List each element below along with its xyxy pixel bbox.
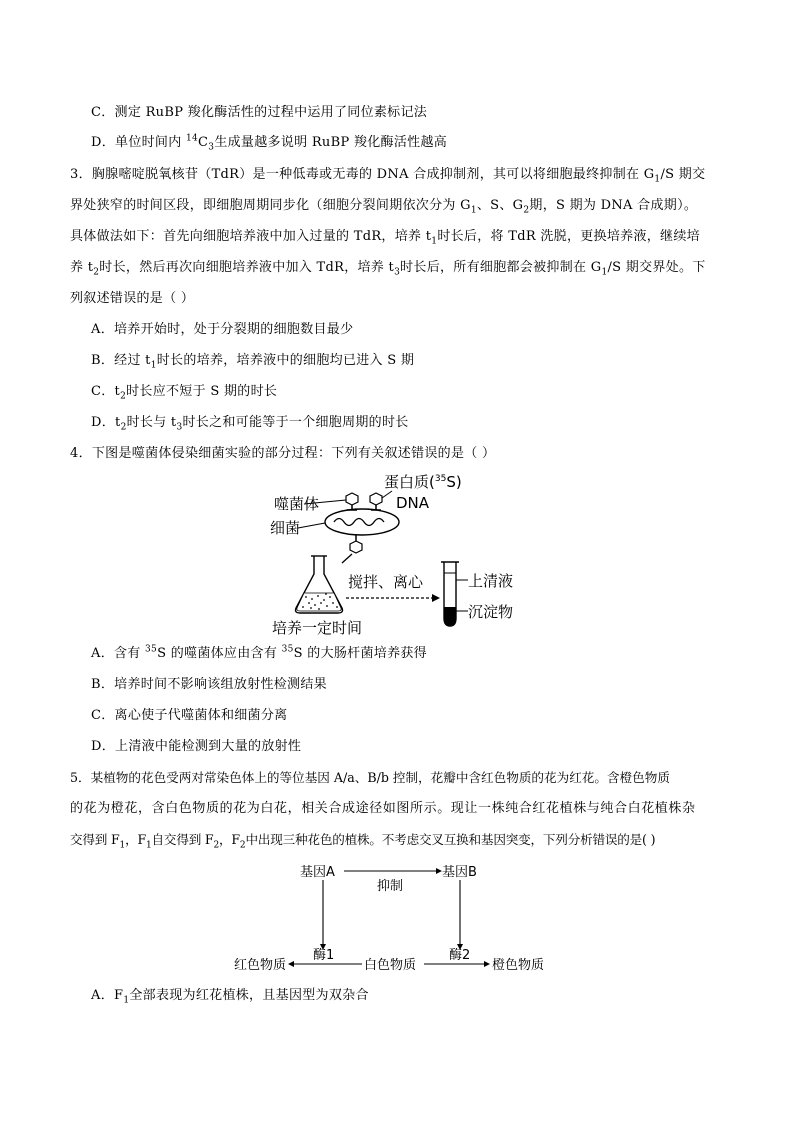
option-text: B．经过 t — [91, 353, 151, 368]
subscript: 1 — [601, 267, 608, 278]
q3-stem-line1 — [70, 165, 705, 185]
q4-option-a — [91, 644, 427, 664]
stem-text: /S 期交 — [660, 167, 706, 182]
subscript: 3 — [176, 422, 183, 433]
gene-a-label: 基因A — [300, 865, 335, 880]
red-substance-label: 红色物质 — [234, 958, 287, 973]
test-tube — [441, 562, 459, 626]
stem-text: 时长后，所有细胞都会被抑制在 G — [400, 260, 602, 275]
stem-text: 3．胸腺嘧啶脱氧核苷（TdR）是一种低毒或无毒的 DNA 合成抑制剂，其可以将细胞最终抑制在 G — [70, 167, 655, 182]
q2-option-c — [91, 103, 427, 123]
stem-text: 期，S 期为 DNA 合成期）。 — [529, 198, 698, 213]
option-text: B．培养时间不影响该组放射性检测结果 — [91, 677, 327, 692]
stem-text: 列叙述错误的是（ ） — [70, 291, 195, 306]
q5-option-a — [91, 986, 369, 1006]
q2-option-d — [91, 133, 447, 153]
q3-option-c — [91, 382, 277, 402]
q3-option-b — [91, 351, 414, 371]
q5-stem-line2 — [70, 799, 696, 819]
option-text: 时长应不短于 S 期的时长 — [126, 384, 278, 399]
subscript: 1 — [123, 995, 130, 1006]
q3-option-a — [91, 320, 353, 340]
bacterium-cell — [325, 509, 399, 535]
gene-b-label: 基因B — [442, 865, 477, 880]
phage-right — [370, 493, 382, 510]
option-text: 时长的培养，培养液中的细胞均已进入 S 期 — [156, 353, 415, 368]
option-text: A．F — [91, 988, 124, 1003]
subscript: 3 — [394, 267, 401, 278]
superscript: 35 — [145, 644, 158, 655]
q5-stem-line1 — [70, 768, 670, 788]
superscript: 14 — [185, 133, 199, 144]
subscript: 1 — [150, 360, 157, 371]
q3-stem-line2 — [70, 196, 697, 216]
stir-centrifuge-label: 搅拌、离心 — [348, 573, 424, 591]
subscript: 1 — [431, 236, 438, 247]
stem-text: ，F — [218, 832, 240, 847]
option-text: C．t — [91, 384, 121, 399]
q4-option-d — [91, 737, 301, 757]
option-text: 时长之和可能等于一个细胞周期的时长 — [182, 415, 409, 430]
enzyme2-arrowhead — [484, 961, 490, 967]
q5-stem-line3 — [70, 830, 655, 850]
culture-time-label: 培养一定时间 — [272, 619, 363, 637]
option-text: C．离心使子代噬菌体和细菌分离 — [91, 708, 288, 723]
subscript: 1 — [654, 174, 661, 185]
q3-stem-line3 — [70, 227, 700, 247]
bacterial-dna — [334, 519, 384, 526]
option-text: D．t — [91, 415, 121, 430]
protein-pointer — [382, 491, 392, 498]
stem-text: 自交得到 F — [151, 832, 214, 847]
bacterium-pointer — [298, 523, 325, 528]
subscript: 2 — [523, 205, 530, 216]
stem-text: 具体做法如下：首先向细胞培养液中加入过量的 TdR，培养 t — [70, 229, 432, 244]
stem-text: 5．某植物的花色受两对常染色体上的等位基因 A/a、B/b 控制，花瓣中含红色物质的花为红花。含橙色物质 — [70, 770, 670, 785]
option-text: 全部表现为红花植株，且基因型为双杂合 — [129, 988, 369, 1003]
protein-label: 蛋白质($^{35}$S) — [384, 473, 462, 491]
phage-left — [346, 493, 358, 510]
q3-stem-line5 — [70, 289, 194, 309]
stem-text: 时长后，将 TdR 洗脱，更换培养液，继续培 — [437, 229, 700, 244]
enzyme2-label: 酶2 — [449, 948, 471, 963]
stem-text: 交得到 F — [70, 832, 120, 847]
option-text: S 的大肠杆菌培养获得 — [293, 646, 427, 661]
stem-text: 界处狭窄的时间区段，即细胞周期同步化（细胞分裂间期依次分为 G — [70, 198, 471, 213]
subscript: 2 — [93, 267, 100, 278]
option-text: C．测定 RuBP 羧化酶活性的过程中运用了同位素标记法 — [91, 105, 428, 120]
subscript: 2 — [239, 840, 246, 851]
phage-label: 噬菌体 — [274, 495, 320, 513]
option-text: D．单位时间内 — [91, 135, 186, 150]
stem-text: /S 期交界处。下 — [607, 260, 706, 275]
q3-option-d — [91, 413, 409, 433]
enzyme1-arrowhead — [288, 961, 294, 967]
culture-flask — [296, 556, 343, 613]
supernatant-label: 上清液 — [468, 572, 514, 590]
option-text: A．培养开始时，处于分裂期的细胞数目最少 — [91, 322, 354, 337]
option-text: S 的噬菌体应由含有 — [157, 646, 282, 661]
subscript: 2 — [120, 391, 127, 402]
subscript: 1 — [119, 840, 126, 851]
option-text: 生成量越多说明 RuBP 羧化酶活性越高 — [214, 135, 448, 150]
white-substance-label: 白色物质 — [364, 958, 417, 973]
stem-text: 时长，然后再次向细胞培养液中加入 TdR，培养 t — [99, 260, 395, 275]
q4-option-c — [91, 706, 287, 726]
orange-substance-label: 橙色物质 — [492, 958, 545, 973]
subscript: 3 — [208, 142, 215, 153]
bacterium-label: 细菌 — [270, 519, 301, 537]
superscript: 35 — [281, 644, 294, 655]
q3-stem-line4 — [70, 258, 706, 278]
inhibit-label: 抑制 — [377, 879, 404, 894]
option-text: A．含有 — [91, 646, 146, 661]
stem-text: 养 t — [70, 260, 94, 275]
option-text: C — [198, 135, 209, 150]
subscript: 2 — [120, 422, 127, 433]
subscript: 1 — [146, 840, 152, 851]
subscript: 2 — [213, 840, 219, 851]
stem-text: ，F — [125, 832, 146, 847]
phage-infection-figure — [262, 470, 542, 640]
q4-stem — [70, 444, 495, 464]
stem-text: 中出现三种花色的植株。不考虑交叉互换和基因突变，下列分析错误的是( ) — [245, 832, 656, 847]
dna-label: DNA — [396, 494, 430, 512]
subscript: 1 — [470, 205, 477, 216]
phage-falling — [342, 535, 362, 563]
flower-color-pathway-figure — [228, 858, 568, 980]
option-text: 时长与 t — [126, 415, 177, 430]
stem-text: 4．下图是噬菌体侵染细菌实验的部分过程：下列有关叙述错误的是（ ） — [70, 446, 496, 461]
sediment-label: 沉淀物 — [468, 603, 514, 621]
enzyme1-label: 酶1 — [313, 948, 335, 963]
option-text: D．上清液中能检测到大量的放射性 — [91, 739, 302, 754]
process-arrowhead — [432, 594, 440, 602]
stem-text: 、S、G — [476, 198, 524, 213]
stem-text: 的花为橙花，含白色物质的花为白花，相关合成途径如图所示。现让一株纯合红花植株与纯合白花植株杂 — [70, 801, 696, 816]
q4-option-b — [91, 675, 327, 695]
